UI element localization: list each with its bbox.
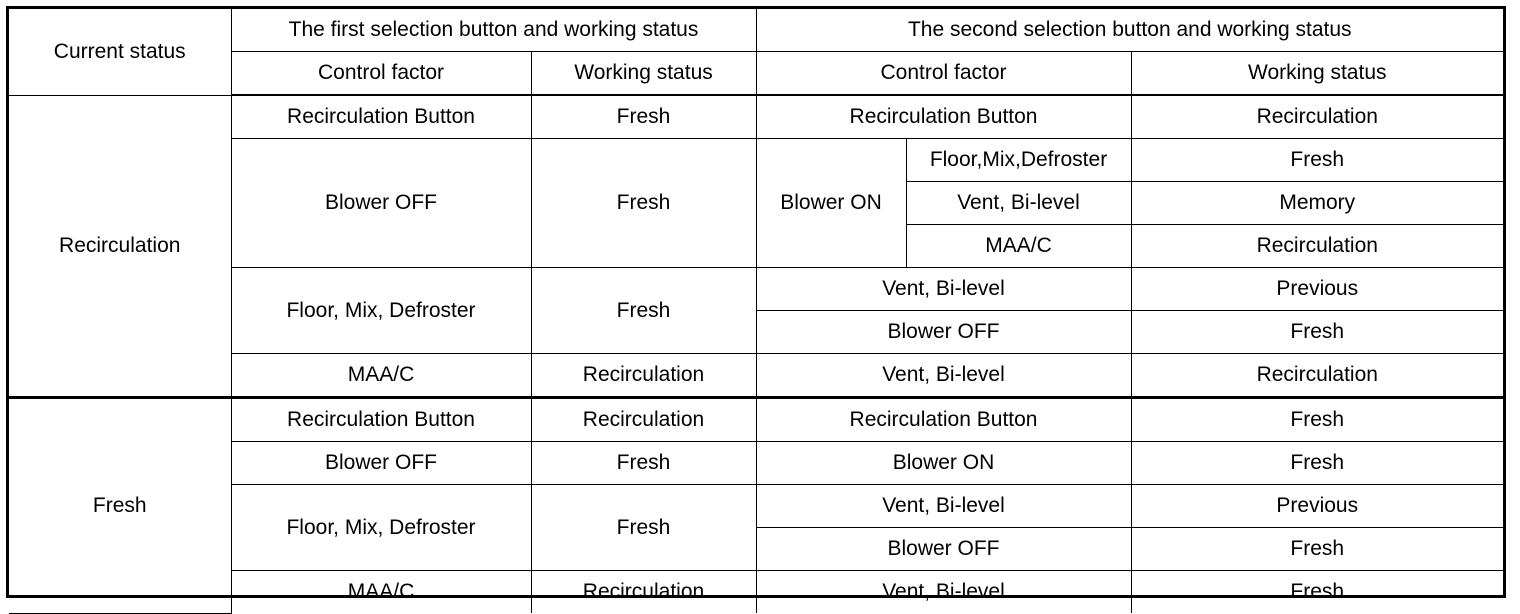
table-row [9, 139, 1503, 182]
first-working-status: Recirculation [531, 398, 756, 442]
working-status-table [9, 9, 1503, 614]
second-working-status: Fresh [1131, 139, 1503, 182]
first-working-status: Recirculation [531, 571, 756, 614]
table-row [9, 354, 1503, 398]
first-control-factor: Blower OFF [231, 139, 531, 268]
header-control-factor-1: Control factor [231, 52, 531, 96]
first-working-status: Recirculation [531, 354, 756, 398]
header-control-factor-2: Control factor [756, 52, 1131, 96]
header-working-status-2: Working status [1131, 52, 1503, 96]
first-working-status: Fresh [531, 139, 756, 268]
current-status-recirculation: Recirculation [9, 95, 231, 398]
table-row [9, 268, 1503, 311]
second-sub-factor: Vent, Bi-level [906, 182, 1131, 225]
second-working-status: Recirculation [1131, 225, 1503, 268]
second-control-factor: Vent, Bi-level [756, 571, 1131, 614]
header-second-group: The second selection button and working status [756, 9, 1503, 52]
second-working-status: Recirculation [1131, 95, 1503, 139]
header-row-bottom [9, 52, 1503, 96]
second-control-factor: Vent, Bi-level [756, 485, 1131, 528]
second-control-factor: Vent, Bi-level [756, 354, 1131, 398]
table-row [9, 95, 1503, 139]
table-row [9, 485, 1503, 528]
second-working-status: Fresh [1131, 442, 1503, 485]
header-row-top [9, 9, 1503, 52]
first-control-factor: MAA/C [231, 571, 531, 614]
second-working-status: Fresh [1131, 398, 1503, 442]
second-working-status: Previous [1131, 485, 1503, 528]
second-working-status: Fresh [1131, 311, 1503, 354]
second-control-factor: Blower OFF [756, 528, 1131, 571]
second-sub-factor: Floor,Mix,Defroster [906, 139, 1131, 182]
table-row [9, 571, 1503, 614]
first-working-status: Fresh [531, 95, 756, 139]
header-first-group: The first selection button and working status [231, 9, 756, 52]
second-control-factor: Recirculation Button [756, 398, 1131, 442]
first-control-factor: MAA/C [231, 354, 531, 398]
second-control-factor: Recirculation Button [756, 95, 1131, 139]
first-control-factor: Blower OFF [231, 442, 531, 485]
first-control-factor: Floor, Mix, Defroster [231, 268, 531, 354]
second-working-status: Memory [1131, 182, 1503, 225]
first-working-status: Fresh [531, 485, 756, 571]
table-row [9, 442, 1503, 485]
second-working-status: Fresh [1131, 528, 1503, 571]
first-control-factor: Floor, Mix, Defroster [231, 485, 531, 571]
second-working-status: Fresh [1131, 571, 1503, 614]
first-working-status: Fresh [531, 268, 756, 354]
second-control-factor: Blower ON [756, 139, 906, 268]
first-working-status: Fresh [531, 442, 756, 485]
second-working-status: Recirculation [1131, 354, 1503, 398]
header-current-status: Current status [9, 9, 231, 95]
first-control-factor: Recirculation Button [231, 398, 531, 442]
current-status-fresh: Fresh [9, 398, 231, 614]
second-sub-factor: MAA/C [906, 225, 1131, 268]
header-working-status-1: Working status [531, 52, 756, 96]
second-control-factor: Blower ON [756, 442, 1131, 485]
second-control-factor: Vent, Bi-level [756, 268, 1131, 311]
table-row [9, 398, 1503, 442]
second-working-status: Previous [1131, 268, 1503, 311]
first-control-factor: Recirculation Button [231, 95, 531, 139]
second-control-factor: Blower OFF [756, 311, 1131, 354]
